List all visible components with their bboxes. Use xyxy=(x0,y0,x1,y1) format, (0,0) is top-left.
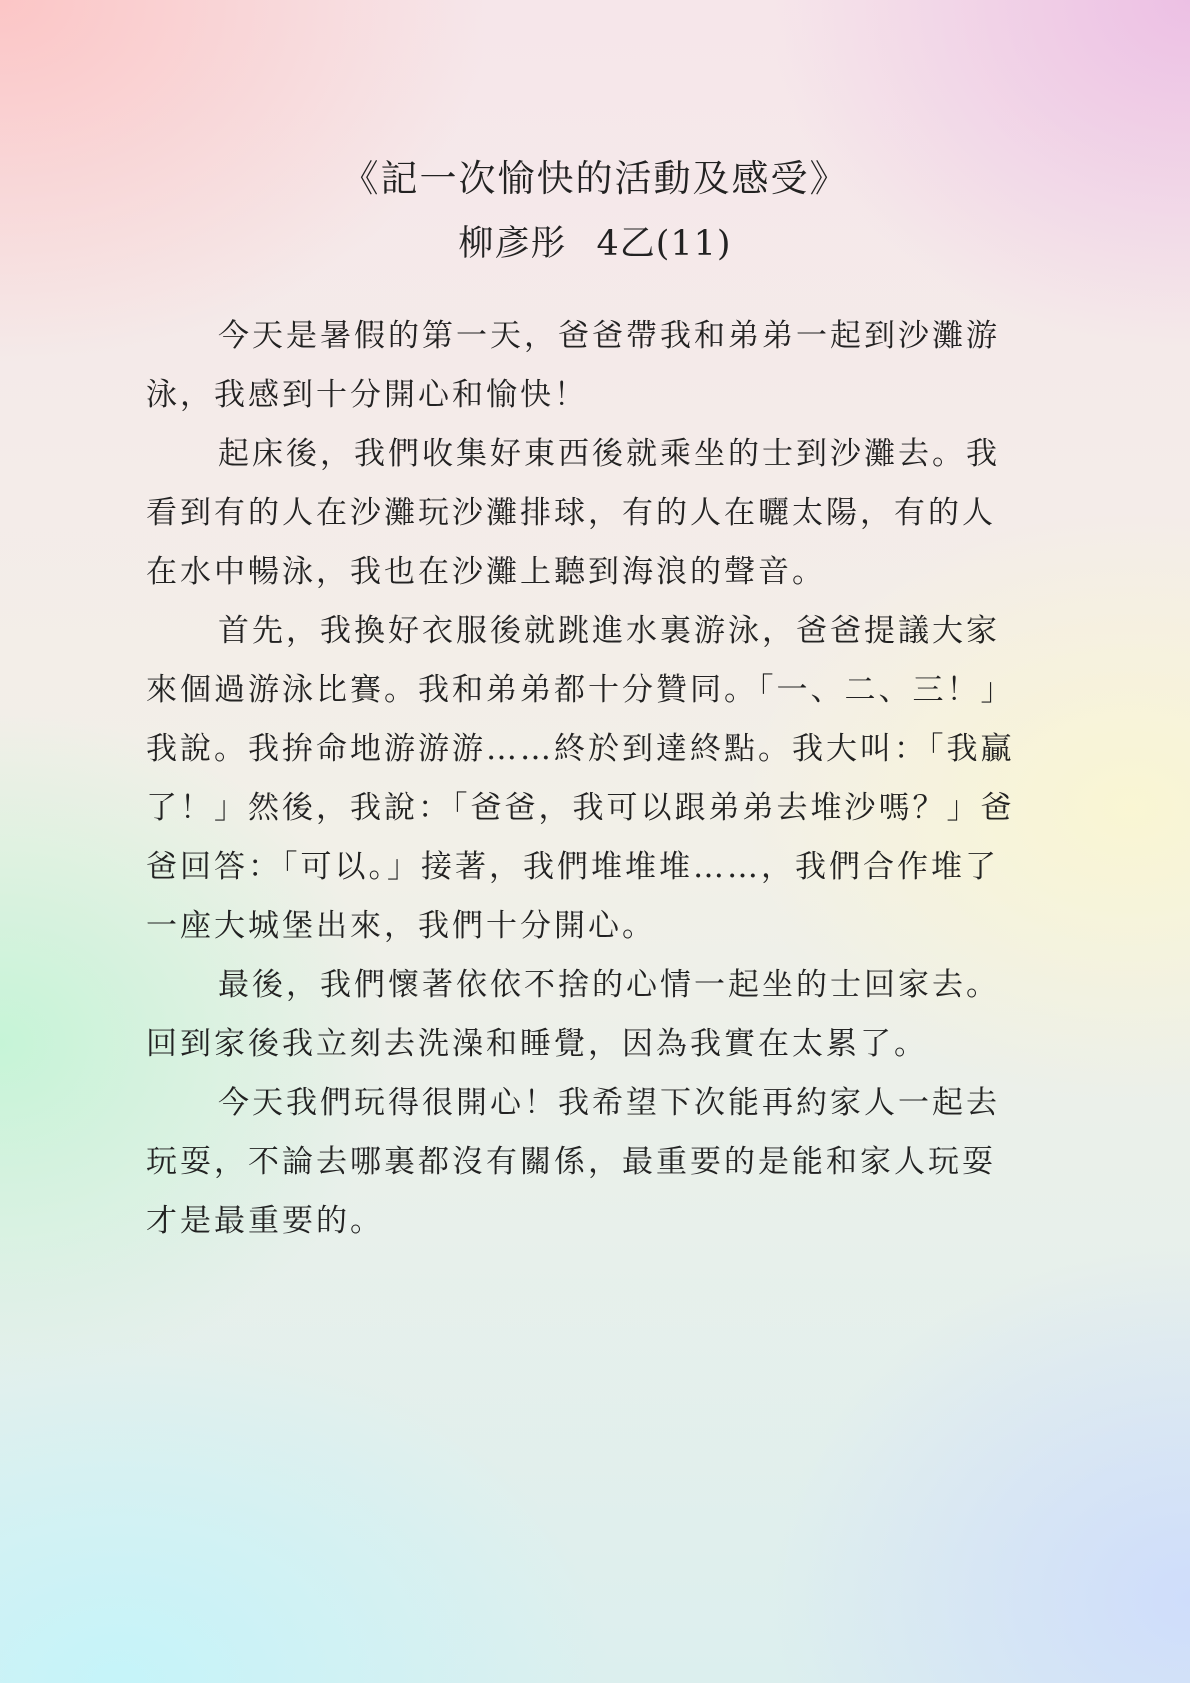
paragraph: 起床後，我們收集好東西後就乘坐的士到沙灘去。我看到有的人在沙灘玩沙灘排球，有的人在曬太陽，有的人在水中暢泳，我也在沙灘上聽到海浪的聲音。 xyxy=(146,436,1000,590)
class-number: 4乙(11) xyxy=(596,224,732,264)
paragraph: 最後，我們懷著依依不捨的心情一起坐的士回家去。回到家後我立刻去洗澡和睡覺，因為我實在太累了。 xyxy=(146,967,1000,1062)
essay-body xyxy=(146,307,1026,1251)
paragraph: 今天我們玩得很開心！我希望下次能再約家人一起去玩耍，不論去哪裏都沒有關係，最重要的是能和家人玩耍才是最重要的。 xyxy=(146,1085,1000,1239)
author-name: 柳彥彤 xyxy=(458,224,567,264)
author-line xyxy=(0,216,1190,266)
essay-title: 《記一次愉快的活動及感受》 xyxy=(341,157,849,200)
paragraph: 今天是暑假的第一天，爸爸帶我和弟弟一起到沙灘游泳，我感到十分開心和愉快！ xyxy=(146,318,1000,413)
paragraph: 首先，我換好衣服後就跳進水裏游泳，爸爸提議大家來個過游泳比賽。我和弟弟都十分贊同。「一、二、三！」我說。我拚命地游游游……終於到達終點。我大叫：「我贏了！」然後，我說：「爸爸，我可以跟弟弟去堆沙嗎？」爸爸回答：「可以。」接著，我們堆堆堆……，我們合作堆了一座大城堡出來，我們十分開心。 xyxy=(146,613,1015,944)
